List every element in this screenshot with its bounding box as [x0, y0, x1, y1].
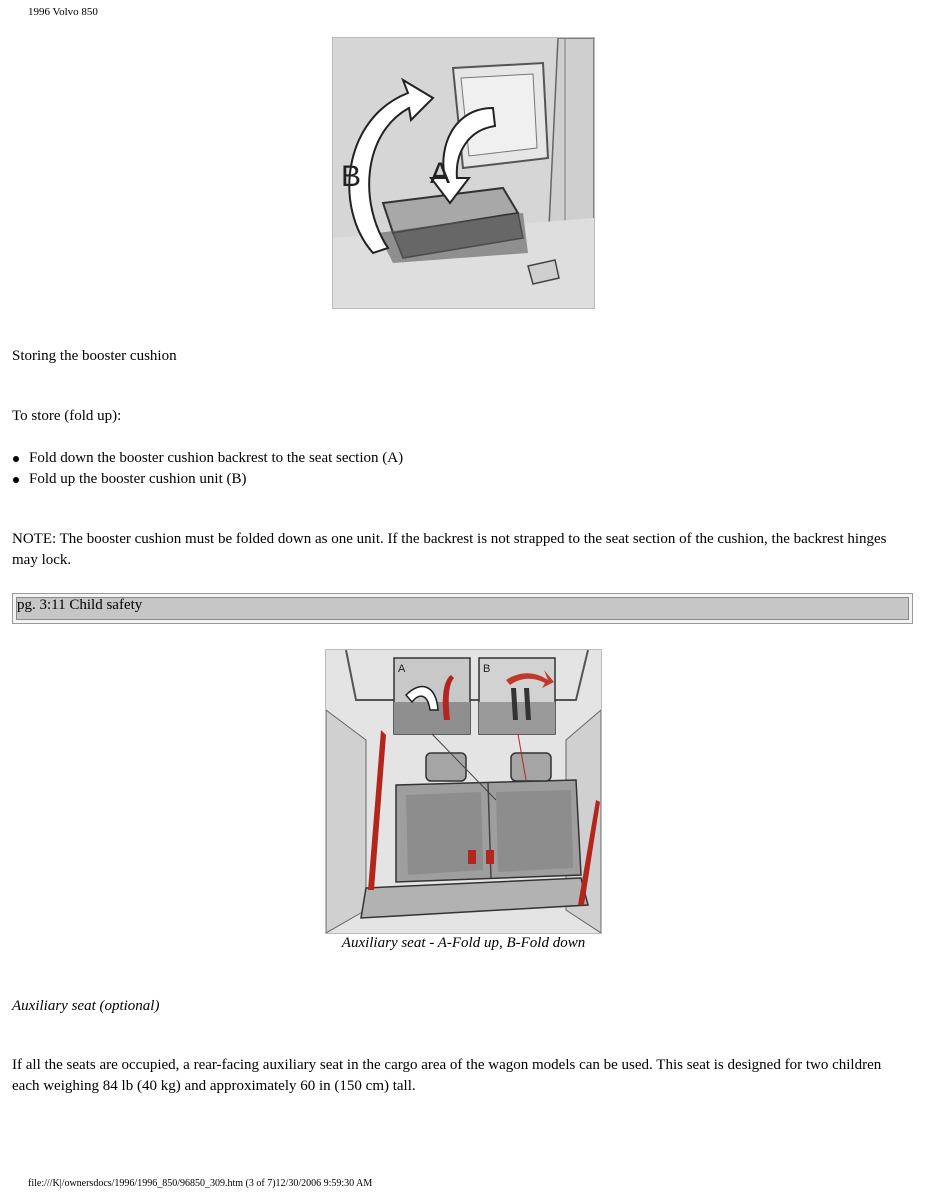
bullet-icon: [13, 456, 19, 462]
page-section-bar: [12, 593, 913, 624]
page-section-label: pg. 3:11 Child safety: [17, 597, 143, 613]
booster-cushion-illustration: [333, 38, 594, 308]
auxiliary-body-text: If all the seats are occupied, a rear-facing auxiliary seat in the cargo area of the wagon models can be used. This seat is designed for two children each weighing 84 lb (40 kg) and approximately 60 in (150 cm) tall.: [12, 1057, 882, 1094]
list-item: Fold up the booster cushion unit (B): [12, 469, 403, 490]
section-title-auxiliary: Auxiliary seat (optional): [12, 998, 160, 1014]
figure1-label-b: B: [341, 160, 362, 193]
section-title-booster: Storing the booster cushion: [12, 348, 177, 364]
booster-cushion-figure: [332, 37, 595, 309]
list-item: Fold down the booster cushion backrest to the seat section (A): [12, 448, 403, 469]
inset-label-a: A: [398, 663, 406, 675]
instruction-list: [12, 448, 403, 490]
inset-label-b: B: [483, 663, 491, 675]
note-text: NOTE: The booster cushion must be folded down as one unit. If the backrest is not strapped to the seat section of the cushion, the backrest hinges may lock.: [12, 531, 887, 568]
document-header: 1996 Volvo 850: [28, 6, 98, 18]
auxiliary-seat-illustration: [326, 650, 601, 933]
figure1-label-a: A: [430, 157, 451, 190]
bullet-icon: [13, 477, 19, 483]
figure2-caption: Auxiliary seat - A-Fold up, B-Fold down: [341, 935, 586, 951]
document-footer-path: file:///K|/ownersdocs/1996/1996_850/96850_309.htm (3 of 7)12/30/2006 9:59:30 AM: [28, 1178, 373, 1189]
auxiliary-seat-figure: [325, 649, 602, 934]
intro-text: To store (fold up):: [12, 408, 122, 424]
